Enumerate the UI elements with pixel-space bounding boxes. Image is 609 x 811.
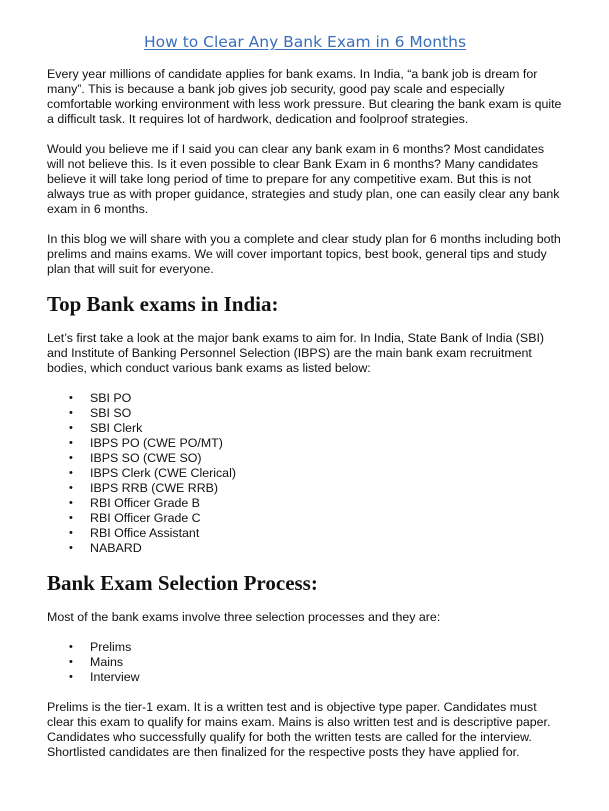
list-item: • RBI Officer Grade B <box>90 496 563 511</box>
selection-process-list <box>47 640 563 685</box>
list-item: • Prelims <box>90 640 563 655</box>
section2-paragraph: Most of the bank exams involve three selection processes and they are: <box>47 610 441 624</box>
document-page <box>0 33 609 760</box>
section2-closing-paragraph: Prelims is the tier-1 exam. It is a written test and is objective type paper. Candidates must clear this exam to qualify for mains exam. Mains is also written test and is descriptive paper. Candidates who successfully qualify for both the written tests are called for the interview. Shortlisted candidates are then finalized for the respective posts they have applied for. <box>47 700 551 759</box>
list-item: • SBI Clerk <box>90 421 563 436</box>
list-item: • IBPS SO (CWE SO) <box>90 451 563 466</box>
list-item: • NABARD <box>90 541 563 556</box>
list-item: • RBI Officer Grade C <box>90 511 563 526</box>
intro-paragraph-3: In this blog we will share with you a complete and clear study plan for 6 months including both prelims and mains exams. We will cover important topics, best book, general tips and study plan that will suit for everyone. <box>47 232 561 276</box>
list-item: • Mains <box>90 655 563 670</box>
section-heading-top-bank-exams: Top Bank exams in India: <box>47 292 279 316</box>
list-item: • RBI Office Assistant <box>90 526 563 541</box>
list-item: • SBI SO <box>90 406 563 421</box>
list-item: • SBI PO <box>90 391 563 406</box>
list-item: • Interview <box>90 670 563 685</box>
intro-paragraph-2: Would you believe me if I said you can clear any bank exam in 6 months? Most candidates will not believe this. Is it even possible to clear Bank Exam in 6 months? Many candidates believe it will take long period of time to prepare for any competitive exam. But this is not always true as with proper guidance, strategies and study plan, one can easily clear any bank exam in 6 months. <box>47 142 560 216</box>
intro-paragraph-1: Every year millions of candidate applies for bank exams. In India, “a bank job is dream for many”. This is because a bank job gives job security, good pay scale and especially comfortable working environment with less work pressure. But clearing the bank exam is quite a difficult task. It requires lot of hardwork, dedication and foolproof strategies. <box>47 67 562 126</box>
list-item: • IBPS RRB (CWE RRB) <box>90 481 563 496</box>
section-heading-selection-process: Bank Exam Selection Process: <box>47 571 318 595</box>
list-item: • IBPS Clerk (CWE Clerical) <box>90 466 563 481</box>
list-item: • IBPS PO (CWE PO/MT) <box>90 436 563 451</box>
bank-exams-list <box>47 391 563 556</box>
document-title[interactable]: How to Clear Any Bank Exam in 6 Months <box>143 33 467 51</box>
section1-paragraph: Let’s first take a look at the major bank exams to aim for. In India, State Bank of India (SBI) and Institute of Banking Personnel Selection (IBPS) are the main bank exam recruitment bodies, which conduct various bank exams as listed below: <box>47 331 545 375</box>
